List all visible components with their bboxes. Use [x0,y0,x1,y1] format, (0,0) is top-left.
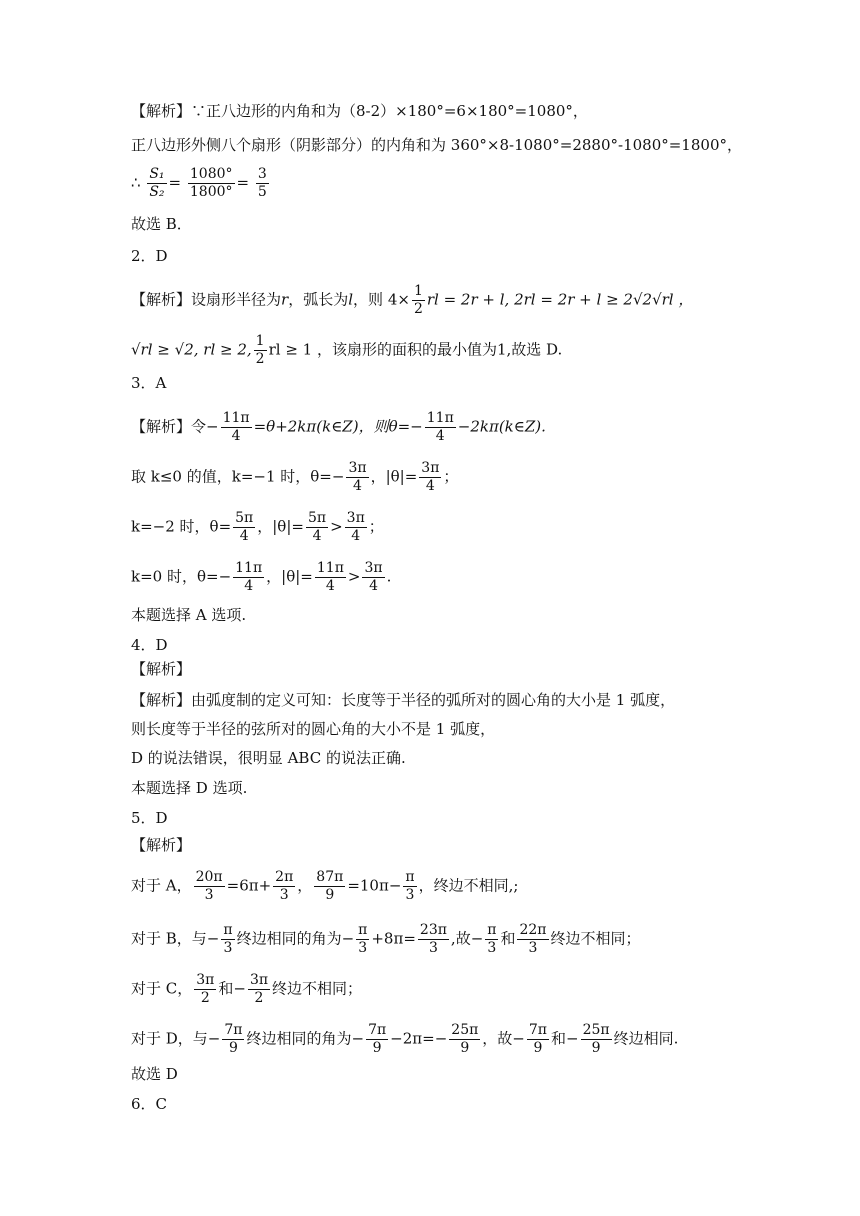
analysis-line-1: 【解析】∵正八边形的内角和为（8-2）×180°=6×180°=1080°， [131,102,588,120]
q4-line-3: D 的说法错误，很明显 ABC 的说法正确. [131,749,406,767]
q3-line-3: k=−2 时，θ= $\frac{5\pi}{4}$ ，|θ|= $\frac{5\pi}{4}$ > $\frac{3\pi}{4}$ ； [131,510,384,544]
therefore-symbol: ∴ [131,173,141,192]
q3-line-2: 取 k≤0 的值，k=−1 时，θ=− $\frac{3\pi}{4}$ ，|θ|= $\frac{3\pi}{4}$ ； [131,460,459,494]
analysis-heading-5: 【解析】 [131,836,192,854]
q3-line-4: k=0 时，θ=− $\frac{11\pi}{4}$ ，|θ|= $\frac{11\pi}{4}$ > $\frac{3\pi}{4}$ . [131,560,392,594]
analysis-line-2: 正八边形外侧八个扇形（阴影部分）的内角和为 360°×8-1080°=2880°-1080°=1800°， [131,136,742,154]
q5-line-d: 对于 D，与− $\frac{7\pi}{9}$ 终边相同的角为− $\frac{7\pi}{9}$ −2π=− $\frac{25\pi}{9}$ ，故− $\frac{7\pi}{9}$ 和− $\frac{25\pi}{9}$ 终边相同. [131,1022,679,1056]
s-ratio-fraction: $\frac{\text{S₁}}{\text{S₂}}$ [149,166,165,200]
choose-b-line: 故选 B． [131,215,192,233]
result-fraction: $\frac{3}{5}$ [257,166,267,200]
q3-line-1: 【解析】令− $\frac{11\pi}{4}$ =θ+2kπ(k∈Z)，则θ=− $\frac{11\pi}{4}$ −2kπ(k∈Z). [131,410,546,444]
select-a-line: 本题选择 A 选项. [131,606,247,624]
ratio-line: ∴ $\frac{\text{S₁}}{\text{S₂}}$ = $\frac{1080^\circ}{1800^\circ}$ = $\frac{3}{5}$ [131,166,267,200]
answer-3: 3．A [131,374,167,392]
answer-4: 4．D [131,636,168,654]
q5-line-b: 对于 B，与− $\frac{\pi}{3}$ 终边相同的角为− $\frac{\pi}{3}$ +8π= $\frac{23\pi}{3}$ ,故− $\frac{\pi}{3}$ 和 $\frac{22\pi}{3}$ 终边不相同； [131,922,641,956]
q2-line-2: √rl ≥ √2, rl ≥ 2, $\frac{1}{2}$ rl ≥ 1 ，该扇形的面积的最小值为1,故选 D. [131,333,563,367]
analysis-heading-4: 【解析】 [131,660,192,678]
degree-fraction: $\frac{1080^\circ}{1800^\circ}$ [189,166,233,200]
q5-line-a: 对于 A， $\frac{20\pi}{3}$ =6π+ $\frac{2\pi}{3}$ ， $\frac{87\pi}{9}$ =10π− $\frac{\pi}{3}$ ，终边不相同,; [131,869,519,903]
choose-d-line: 故选 D [131,1065,178,1083]
select-d-line: 本题选择 D 选项. [131,779,248,797]
answer-2: 2．D [131,247,168,265]
q4-line-2: 则长度等于半径的弦所对的圆心角的大小不是 1 弧度， [131,720,496,738]
q4-line-1: 【解析】由弧度制的定义可知：长度等于半径的弧所对的圆心角的大小是 1 弧度， [131,691,676,709]
q5-line-c: 对于 C， $\frac{3\pi}{2}$ 和− $\frac{3\pi}{2}$ 终边不相同； [131,972,363,1006]
q2-line-1: 【解析】设扇形半径为r，弧长为l，则 4× $\frac{1}{2}$ rl = 2r + l, 2rl = 2r + l ≥ 2√2√rl ， [131,283,694,317]
answer-6: 6．C [131,1095,168,1113]
answer-5: 5．D [131,809,168,827]
